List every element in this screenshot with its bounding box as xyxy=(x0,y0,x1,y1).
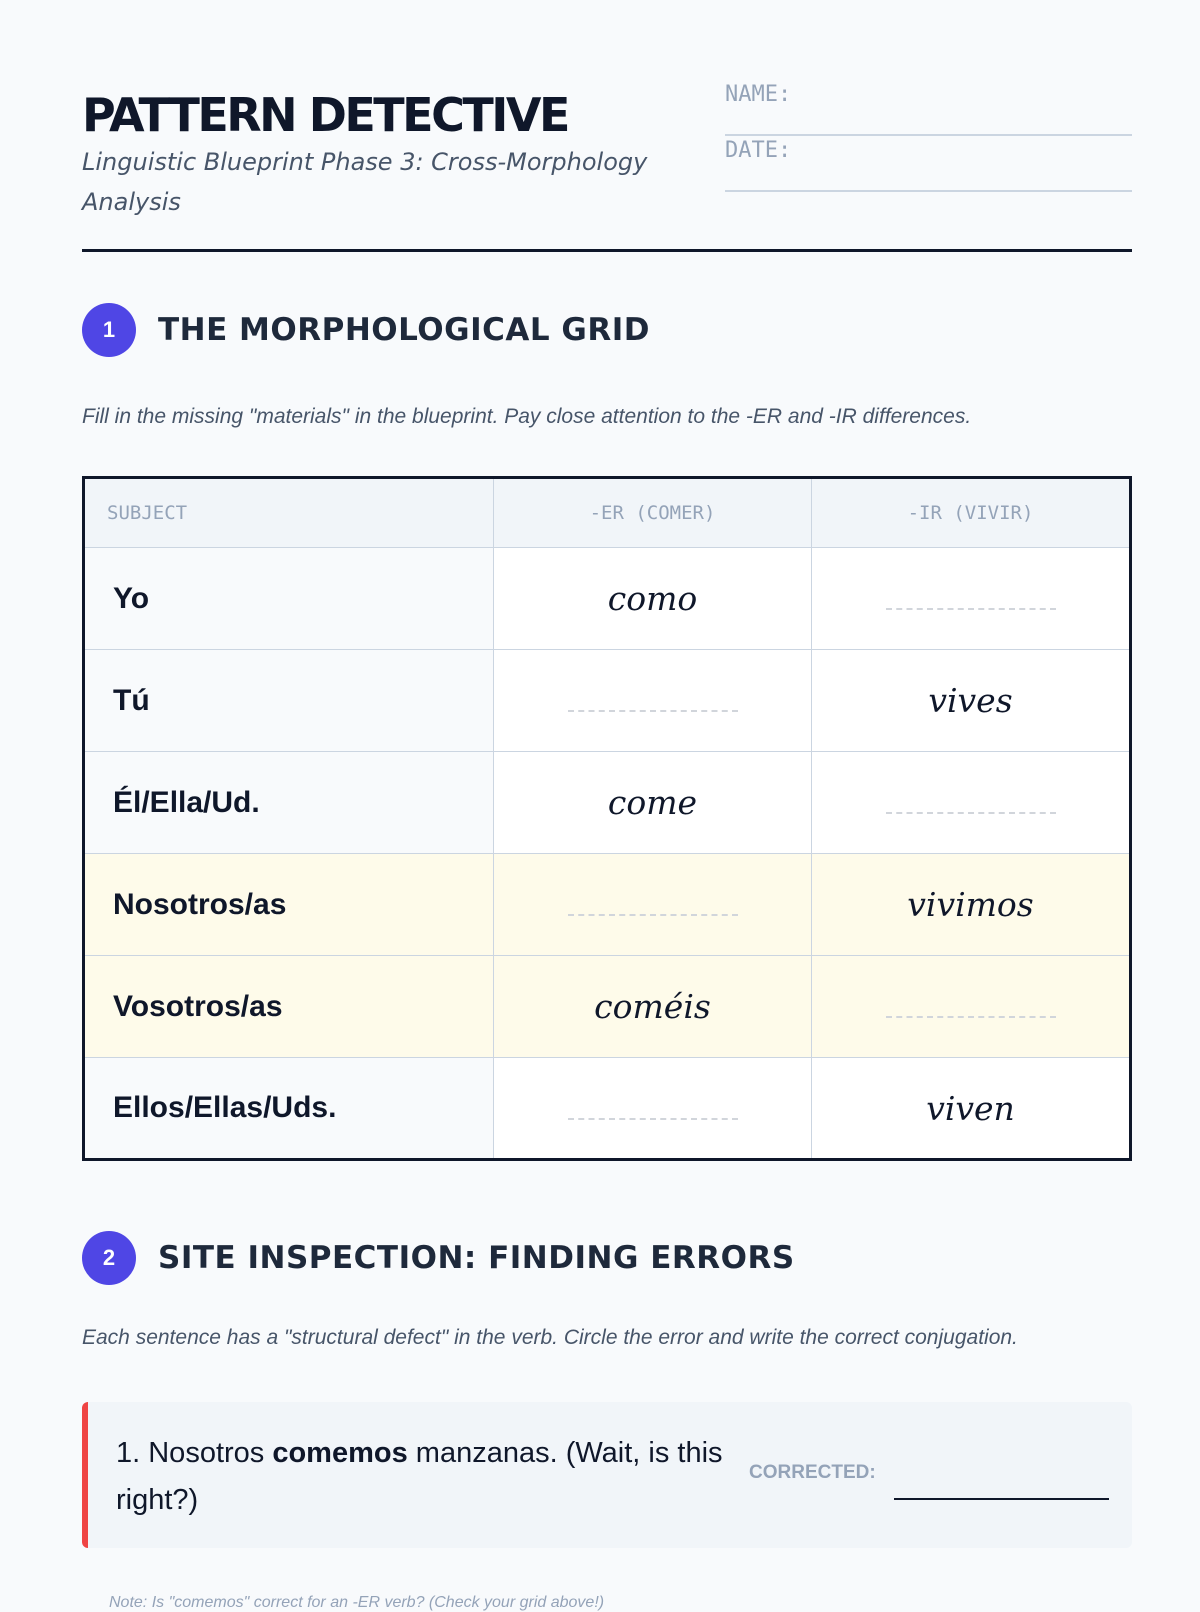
sentence-suffix: manzanas. (Wait, is this right?) xyxy=(116,1437,723,1516)
error-item-1 xyxy=(82,1402,1132,1548)
section-1-instruction: Fill in the missing "materials" in the blueprint. Pay close attention to the -ER and -IR differences. xyxy=(82,405,972,428)
answer-blank[interactable] xyxy=(886,586,1056,610)
section-2-heading xyxy=(82,1231,795,1285)
section-1-badge: 1 xyxy=(82,303,136,357)
worksheet-header xyxy=(82,80,1132,252)
section-1-heading xyxy=(82,303,650,357)
section-2-badge: 2 xyxy=(82,1231,136,1285)
er-form-cell[interactable] xyxy=(494,1058,812,1160)
page-title: PATTERN DETECTIVE xyxy=(82,88,568,142)
conjugation-grid xyxy=(82,476,1132,1161)
ir-form-cell: viven xyxy=(812,1058,1131,1160)
subject-cell: Tú xyxy=(84,650,494,752)
student-info-fields xyxy=(725,80,1132,192)
name-label: NAME: xyxy=(725,82,792,107)
hint-note: Note: Is "comemos" correct for an -ER verb? (Check your grid above!) xyxy=(109,1594,605,1611)
er-form-cell: coméis xyxy=(494,956,812,1058)
corrected-answer-line[interactable] xyxy=(894,1498,1109,1500)
er-form-cell: como xyxy=(494,548,812,650)
ir-form-cell: vives xyxy=(812,650,1131,752)
er-form-cell[interactable] xyxy=(494,650,812,752)
ir-form-cell[interactable] xyxy=(812,956,1131,1058)
ir-form-cell[interactable] xyxy=(812,752,1131,854)
answer-blank[interactable] xyxy=(886,790,1056,814)
grid-row xyxy=(84,854,1131,956)
subject-cell: Yo xyxy=(84,548,494,650)
error-sentence[interactable] xyxy=(116,1430,736,1524)
answer-blank[interactable] xyxy=(568,688,738,712)
section-1-title: THE MORPHOLOGICAL GRID xyxy=(158,312,650,348)
column-header-ir: -IR (VIVIR) xyxy=(812,478,1131,548)
column-header-er: -ER (COMER) xyxy=(494,478,812,548)
subject-cell: Ellos/Ellas/Uds. xyxy=(84,1058,494,1160)
subject-cell: Él/Ella/Ud. xyxy=(84,752,494,854)
section-2-title: SITE INSPECTION: FINDING ERRORS xyxy=(158,1240,795,1276)
error-verb: comemos xyxy=(272,1437,408,1469)
grid-row xyxy=(84,752,1131,854)
er-form-cell[interactable] xyxy=(494,854,812,956)
section-2-instruction: Each sentence has a "structural defect" in the verb. Circle the error and write the correct conjugation. xyxy=(82,1326,1018,1349)
corrected-label: CORRECTED: xyxy=(749,1462,876,1483)
ir-form-cell: vivimos xyxy=(812,854,1131,956)
grid-row xyxy=(84,650,1131,752)
grid-row xyxy=(84,1058,1131,1160)
column-header-subject: SUBJECT xyxy=(84,478,494,548)
er-form-cell: come xyxy=(494,752,812,854)
subject-cell: Nosotros/as xyxy=(84,854,494,956)
answer-blank[interactable] xyxy=(886,994,1056,1018)
page-subtitle: Linguistic Blueprint Phase 3: Cross-Morphology Analysis xyxy=(82,148,648,216)
answer-blank[interactable] xyxy=(568,892,738,916)
date-field[interactable] xyxy=(725,136,1132,192)
subject-cell: Vosotros/as xyxy=(84,956,494,1058)
grid-header-row xyxy=(84,478,1131,548)
date-label: DATE: xyxy=(725,138,792,163)
sentence-prefix: 1. Nosotros xyxy=(116,1437,273,1469)
grid-row xyxy=(84,548,1131,650)
name-field[interactable] xyxy=(725,80,1132,136)
ir-form-cell[interactable] xyxy=(812,548,1131,650)
grid-row xyxy=(84,956,1131,1058)
answer-blank[interactable] xyxy=(568,1096,738,1120)
